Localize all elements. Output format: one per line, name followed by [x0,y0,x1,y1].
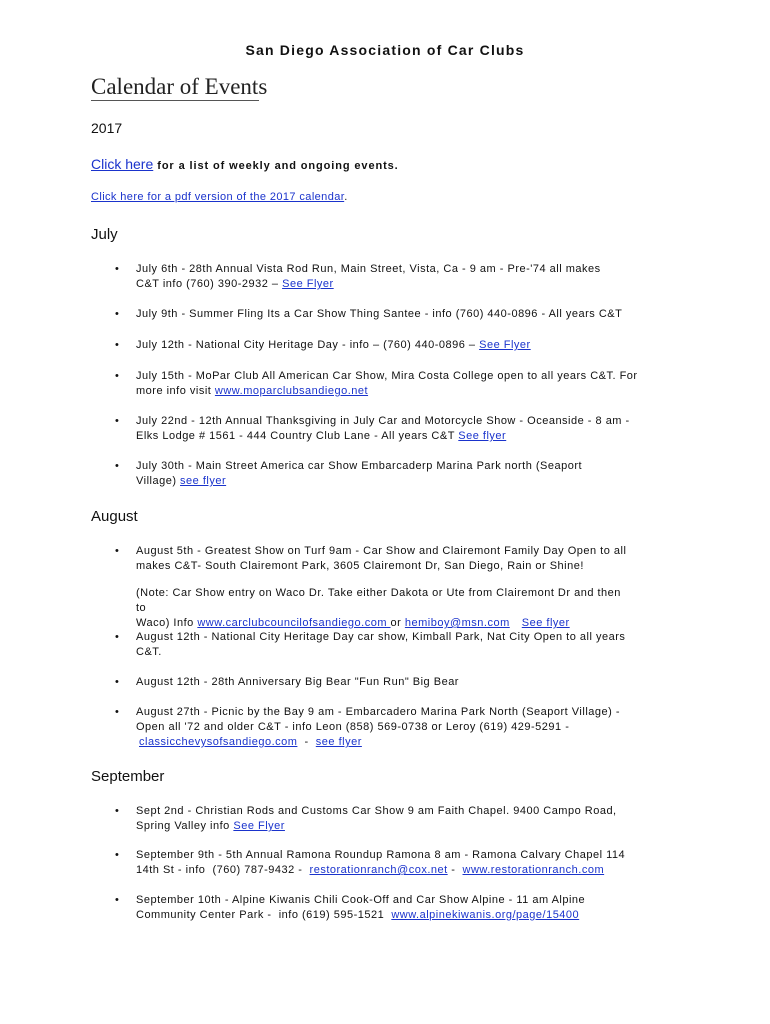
event-item [115,893,686,923]
event-text: or [390,617,405,629]
event-text: July 22nd - 12th Annual Thanksgiving in July Car and Motorcycle Show - Oceanside - 8 am - [136,415,630,427]
month-heading-september: September [91,768,165,785]
event-text: Waco) Info [136,617,198,629]
carclub-council-link[interactable]: www.carclubcouncilofsandiego.com [197,617,391,629]
event-text: August 27th - Picnic by the Bay 9 am - Embarcadero Marina Park North (Seaport Village) - [136,706,620,718]
event-text: makes C&T- South Clairemont Park, 3605 Clairemont Dr, San Diego, Rain or Shine! [136,560,584,572]
event-item [115,369,686,399]
weekly-events-line [91,156,399,172]
bullet: • [115,415,120,427]
see-flyer-link[interactable]: See Flyer [282,278,334,290]
bullet: • [115,308,120,320]
bullet: • [115,676,120,688]
see-flyer-link[interactable]: see flyer [315,736,362,748]
event-text: - [447,864,463,876]
weekly-events-text: for a list of weekly and ongoing events. [157,160,399,172]
event-text: Open all '72 and older C&T - info Leon (858) 569-0738 or Leroy (619) 429-5291 - [136,721,570,733]
event-text: - [297,736,316,748]
bullet: • [115,545,120,557]
see-flyer-link[interactable]: see flyer [180,475,227,487]
mopar-club-link[interactable]: www.moparclubsandiego.net [214,385,369,397]
restoration-ranch-email-link[interactable]: restorationranch@cox.net [309,864,448,876]
event-text: Spring Valley info [136,820,234,832]
event-item [115,262,686,292]
event-text: Elks Lodge # 1561 - 444 Country Club Lane - All years C&T [136,430,459,442]
calendar-heading: Calendar of Events [91,74,268,99]
bullet: • [115,706,120,718]
restoration-ranch-website-link[interactable]: www.restorationranch.com [462,864,605,876]
pdf-period: . [344,191,348,203]
event-text: August 12th - 28th Anniversary Big Bear "Fun Run" Big Bear [136,676,459,688]
organization-title: San Diego Association of Car Clubs [245,42,525,58]
bullet: • [115,849,120,861]
alpine-kiwanis-link[interactable]: www.alpinekiwanis.org/page/15400 [391,909,580,921]
see-flyer-link[interactable]: See Flyer [233,820,285,832]
bullet: • [115,894,120,906]
event-text: August 5th - Greatest Show on Turf 9am - Car Show and Clairemont Family Day Open to all [136,545,627,557]
bullet: • [115,805,120,817]
event-item [115,630,686,660]
event-text: Village) [136,475,181,487]
see-flyer-link[interactable]: See Flyer [479,339,531,351]
event-item [115,459,686,489]
year-label: 2017 [91,120,123,136]
event-item [115,705,686,750]
event-text: July 9th - Summer Fling Its a Car Show Thing Santee - info (760) 440-0896 - All years C&T [136,308,623,320]
event-item [115,804,686,834]
event-item [115,338,686,353]
click-here-link[interactable]: Click here [91,156,154,172]
event-text: more info visit [136,385,215,397]
event-text: (Note: Car Show entry on Waco Dr. Take either Dakota or Ute from Clairemont Dr and then [136,587,621,599]
event-text: July 15th - MoPar Club All American Car Show, Mira Costa College open to all years C&T. For [136,370,638,382]
event-text: C&T. [136,646,162,658]
heading-underline [91,100,259,101]
event-text: September 9th - 5th Annual Ramona Roundup Ramona 8 am - Ramona Calvary Chapel 114 [136,849,626,861]
see-flyer-link[interactable]: See flyer [521,617,570,629]
event-text: September 10th - Alpine Kiwanis Chili Cook-Off and Car Show Alpine - 11 am Alpine [136,894,586,906]
event-text: Community Center Park - info (619) 595-1521 [136,909,392,921]
email-link[interactable]: hemiboy@msn.com [404,617,510,629]
month-heading-august: August [91,508,138,525]
event-text: July 30th - Main Street America car Show Embarcaderp Marina Park north (Seaport [136,460,583,472]
event-item [115,848,686,878]
bullet: • [115,460,120,472]
see-flyer-link[interactable]: See flyer [458,430,507,442]
month-heading-july: July [91,226,118,243]
event-text: 14th St - info (760) 787-9432 - [136,864,310,876]
event-text: July 6th - 28th Annual Vista Rod Run, Main Street, Vista, Ca - 9 am - Pre-'74 all makes [136,263,601,275]
pdf-calendar-line [91,191,348,203]
event-text: Sept 2nd - Christian Rods and Customs Car Show 9 am Faith Chapel. 9400 Campo Road, [136,805,617,817]
bullet: • [115,263,120,275]
bullet: • [115,370,120,382]
event-text: August 12th - National City Heritage Day car show, Kimball Park, Nat City Open to all years [136,631,626,643]
classic-chevys-link[interactable]: classicchevysofsandiego.com [139,736,298,748]
event-item [115,675,686,690]
pdf-calendar-link[interactable]: Click here for a pdf version of the 2017 calendar [91,191,345,203]
event-item [115,544,686,574]
event-text: C&T info (760) 390-2932 – [136,278,283,290]
event-note [136,586,686,631]
event-text: July 12th - National City Heritage Day - info – (760) 440-0896 – [136,339,480,351]
event-text: to [136,602,147,614]
bullet: • [115,631,120,643]
bullet: • [115,339,120,351]
event-item [115,307,686,322]
event-item [115,414,686,444]
